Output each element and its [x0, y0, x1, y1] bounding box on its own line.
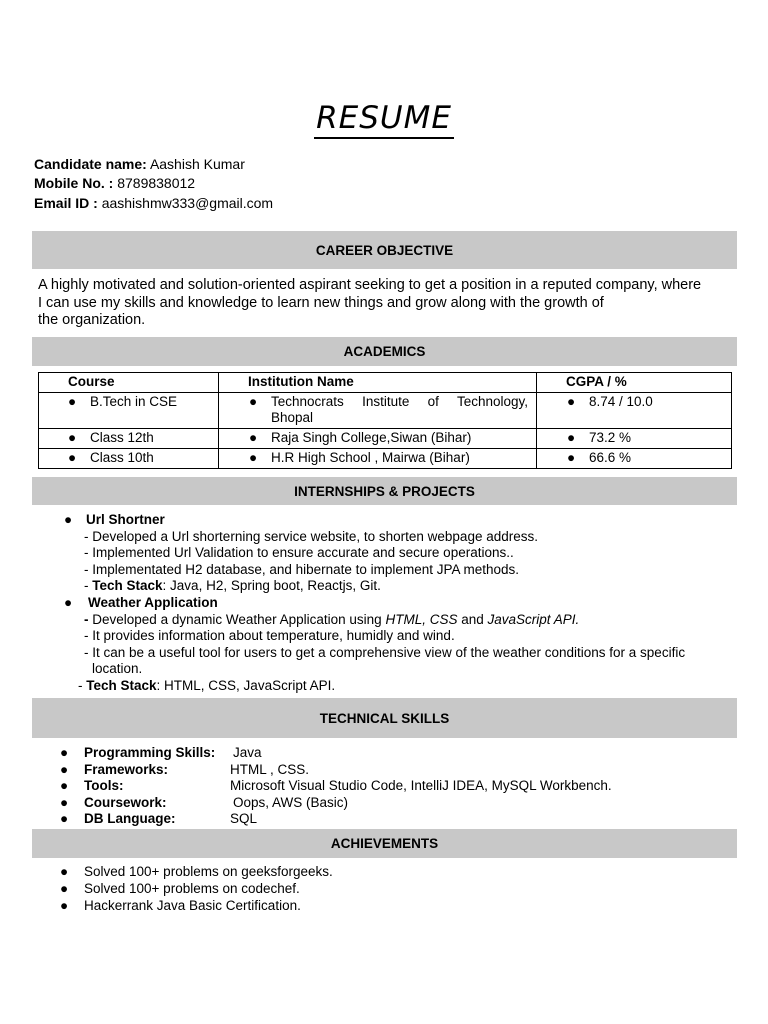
detail-text: Developed a dynamic Weather Application using: [92, 611, 386, 627]
achievements-list: [60, 864, 333, 914]
project-detail: - Implementated H2 database, and hibernate to implement JPA methods.: [84, 561, 519, 577]
table-cell-institution: [219, 449, 537, 469]
project-tech-stack: [64, 578, 685, 595]
tech-stack-label: Tech Stack: [92, 578, 163, 594]
institution-name: Raja Singh College,Siwan (Bihar): [271, 430, 472, 445]
institution-city: Bhopal: [271, 410, 314, 425]
bullet-icon: ●: [60, 897, 69, 913]
table-cell-institution: [219, 393, 537, 429]
skill-value: HTML , CSS.: [230, 761, 310, 777]
projects-list: [64, 512, 685, 695]
achievement-text: Hackerrank Java Basic Certification.: [84, 897, 301, 913]
skill-item: [60, 745, 612, 762]
bullet-icon: ●: [60, 811, 69, 826]
tech-stack-label: Tech Stack: [86, 677, 157, 693]
stack-prefix: -: [84, 578, 93, 594]
project-name: Weather Application: [88, 594, 218, 610]
skill-value: SQL: [230, 811, 258, 826]
achievement-item: [60, 898, 333, 915]
bullet-icon: ●: [68, 450, 77, 465]
table-cell-course: [39, 449, 219, 469]
resume-title: [0, 100, 768, 136]
skill-label: Coursework:: [84, 794, 167, 810]
institution-name: H.R High School , Mairwa (Bihar): [271, 450, 470, 465]
skills-list: [60, 745, 612, 828]
project-title-row: [64, 512, 685, 529]
bullet-icon: ●: [60, 880, 69, 896]
candidate-name-label: Candidate name:: [34, 156, 147, 172]
bullet-icon: ●: [567, 430, 576, 445]
academics-table: [38, 372, 732, 469]
project-title-row: [64, 595, 685, 612]
bullet-icon: ●: [64, 594, 73, 610]
candidate-name-line: [34, 156, 245, 172]
column-header-course: Course: [39, 373, 219, 393]
skill-item: [60, 811, 612, 828]
skill-item: [60, 762, 612, 779]
email-label: Email ID :: [34, 195, 98, 211]
email-address: aashishmw333@gmail.com: [101, 195, 274, 211]
project-detail: - It can be a useful tool for users to get a comprehensive view of the weather conditions for a specific: [84, 644, 686, 660]
detail-text: and: [457, 611, 488, 627]
skill-label: Frameworks:: [84, 761, 169, 777]
bullet-icon: ●: [68, 430, 77, 445]
detail-italic: HTML, CSS: [385, 611, 458, 627]
score-value: 8.74 / 10.0: [589, 394, 653, 409]
table-row: [39, 429, 732, 449]
course-name: Class 10th: [90, 450, 154, 465]
objective-line: I can use my skills and knowledge to learn new things and grow along with the growth of: [38, 294, 604, 311]
detail-italic: JavaScript API.: [487, 611, 580, 627]
bullet-icon: ●: [60, 761, 69, 777]
project-detail: - Developed a Url shorterning service website, to shorten webpage address.: [84, 528, 538, 544]
bullet-icon: ●: [60, 864, 69, 879]
internships-projects-header: INTERNSHIPS & PROJECTS: [32, 477, 737, 505]
objective-line: A highly motivated and solution-oriented aspirant seeking to get a position in a reputed company, where: [38, 277, 702, 293]
table-row: [39, 393, 732, 429]
email-line: [34, 195, 273, 211]
bullet-icon: ●: [249, 394, 258, 409]
bullet-icon: ●: [60, 778, 69, 793]
score-value: 66.6 %: [589, 450, 632, 465]
mobile-line: [34, 175, 195, 191]
candidate-name: Aashish Kumar: [149, 156, 245, 172]
project-detail: - It provides information about temperature, humidly and wind.: [84, 628, 455, 644]
skill-value: Oops, AWS (Basic): [233, 794, 349, 810]
career-objective-header: CAREER OBJECTIVE: [32, 231, 737, 269]
objective-line: the organization.: [38, 312, 146, 328]
achievement-text: Solved 100+ problems on codechef.: [84, 880, 300, 896]
bullet-icon: ●: [68, 394, 77, 409]
skill-value: Microsoft Visual Studio Code, IntelliJ IDEA, MySQL Workbench.: [230, 778, 612, 793]
bullet-icon: ●: [249, 450, 258, 465]
mobile-number: 8789838012: [117, 175, 196, 191]
bullet-icon: ●: [567, 450, 576, 465]
project-tech-stack: [64, 678, 685, 695]
academics-table-header: [39, 373, 732, 393]
stack-prefix: -: [78, 677, 87, 693]
skill-item: [60, 778, 612, 795]
bullet-icon: ●: [249, 430, 258, 445]
column-header-cgpa: CGPA / %: [537, 373, 732, 393]
achievement-text: Solved 100+ problems on geeksforgeeks.: [84, 864, 333, 879]
skill-value: Java: [233, 745, 262, 760]
achievements-header: ACHIEVEMENTS: [32, 829, 737, 858]
bullet-icon: ●: [60, 794, 69, 810]
mobile-label: Mobile No. :: [34, 175, 114, 191]
achievement-item: [60, 864, 333, 881]
career-objective-text: [38, 277, 738, 330]
course-name: Class 12th: [90, 430, 154, 445]
bullet-icon: ●: [60, 745, 69, 760]
skill-label: Tools:: [84, 778, 124, 793]
column-header-institution: Institution Name: [219, 373, 537, 393]
bullet-icon: ●: [64, 512, 73, 527]
project-name: Url Shortner: [86, 512, 165, 527]
skill-label: DB Language:: [84, 811, 176, 826]
table-cell-score: [537, 449, 732, 469]
course-name: B.Tech in CSE: [90, 394, 178, 409]
table-cell-course: [39, 429, 219, 449]
institution-name: Technocrats Institute of Technology,: [271, 394, 528, 409]
table-cell-score: [537, 429, 732, 449]
table-cell-score: [537, 393, 732, 429]
skill-label: Programming Skills:: [84, 745, 216, 760]
score-value: 73.2 %: [589, 430, 632, 445]
achievement-item: [60, 881, 333, 898]
resume-title-text: RESUME: [314, 100, 454, 139]
table-row: [39, 449, 732, 469]
academics-header: ACADEMICS: [32, 337, 737, 366]
skill-item: [60, 795, 612, 812]
project-detail: location.: [92, 661, 143, 677]
bullet-icon: ●: [567, 394, 576, 409]
project-detail: - Implemented Url Validation to ensure accurate and secure operations..: [84, 545, 514, 561]
project-detail: - Developed a dynamic Weather Application using HTML, CSS and JavaScript API.: [84, 611, 580, 627]
tech-stack-value: : HTML, CSS, JavaScript API.: [156, 677, 336, 693]
table-cell-course: [39, 393, 219, 429]
table-cell-institution: [219, 429, 537, 449]
technical-skills-header: TECHNICAL SKILLS: [32, 698, 737, 738]
tech-stack-value: : Java, H2, Spring boot, Reactjs, Git.: [162, 578, 381, 594]
